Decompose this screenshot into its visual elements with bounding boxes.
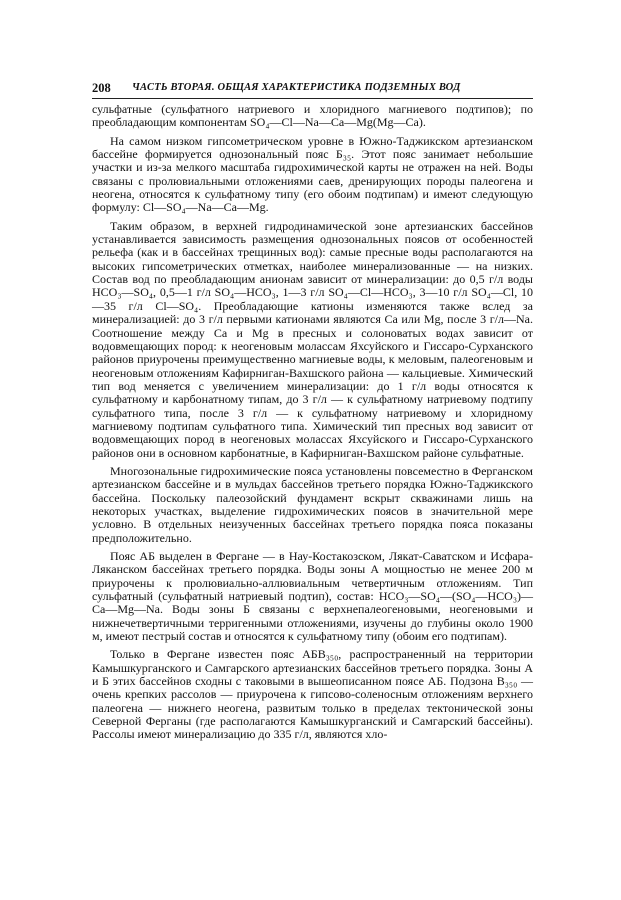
page-header [92,78,533,99]
paragraph-multizonal-belts: Многозональные гидрохимические пояса установлены повсеместно в Ферганском артезианском бассейне и в мульдах бассейнов третьего порядка Южно-Таджикского бассейна. Поскольку палеозойский фундамент вскрыт скважинами лишь на некоторых участках, выделение гидрохимических поясов в значительной мере условно. В отдельных неизученных бассейнах третьего порядка пояса показаны предположительно. [92,463,533,545]
paragraph-summary: Таким образом, в верхней гидродинамической зоне артезианских бассейнов устанавливается зависимость размещения однозональных поясов от особенностей рельефа (как и в бассейнах трещинных вод): самые пресные воды располагаются на высоких гипсометрических отметках, наиболее минерализованные — на низких. Состав вод по преобладающим анионам зависит от минерализации: до 0,5 г/л воды HCO₃—SO₄, 0,5—1 г/л SO₄—HCO₃, 1—3 г/л SO₄—Cl—HCO₃, 3—10 г/л SO₄—Cl, 10—35 г/л Cl—SO₄. Преобладающие катионы изменяются также вслед за минерализацией: до 3 г/л первыми катионами являются Ca или Mg, после 3 г/л—Na. Соотношение между Ca и Mg в пресных и солоноватых водах зависит от водовмещающих пород: к неогеновым молассам Яхсуйского и Гиссаро-Сурханского районов приурочены преимущественно магниевые воды, к меловым, палеогеновым и неогеновым отложениям Кафирниган-Вахшского района — кальциевые. Химический тип вод меняется с увеличением минерализации: до 1 г/л воды относятся к сульфатному и карбонатному типам, до 3 г/л — к сульфатному натриевому подтипу сульфатного типа, после 3 г/л — к сульфатному натриевому и хлоридному магниевому подтипам сульфатного типа. Химический тип пресных вод зависит от водовмещающих пород в неогеновых молассах Яхсуйского и Гиссаро-Сурханского районов они в основном карбонатные, в Кафирниган-Вахшском районе сульфатные. [92,218,533,460]
paragraph-belt-ab: Пояс АБ выделен в Фергане — в Нау-Костакозском, Лякат-Саватском и Исфара-Ляканском бассейнах третьего порядка. Воды зоны А мощностью не менее 200 м приурочены к пролювиально-аллювиальным четвертичным отложениям. Тип сульфатный (сульфатный натриевый подтип), состав: HCO₃—SO₄—(SO₄—HCO₃)—Ca—Mg—Na. Воды зоны Б связаны с верхнепалеогеновыми, неогеновыми и нижнечетвертичными терригенными отложениями, изучены до глубины около 1900 м, имеют пестрый состав и относятся к сульфатному типу (обоим его подтипам). [92,549,533,644]
running-title: ЧАСТЬ ВТОРАЯ. ОБЩАЯ ХАРАКТЕРИСТИКА ПОДЗЕМНЫХ ВОД [132,82,461,93]
paragraph-continuation: сульфатные (сульфатного натриевого и хлоридного магниевого подтипов); по преобладающим компонентам SO₄—Cl—Na—Ca—Mg(Mg—Ca). [92,102,533,130]
page-number: 208 [92,81,111,95]
body-text [92,103,533,742]
paragraph-south-tajik-belt: На самом низком гипсометрическом уровне в Южно-Таджикском артезианском бассейне формируется однозональный пояс Б₃₅. Этот пояс занимает небольшие участки и из-за мелкого масштаба гидрохимической карты не отражен на ней. Воды связаны с пролювиальными отложениями саев, дренирующих породы палеогена и неогена, относятся к сульфатному типу (его обоим подтипам) и имеют следующую формулу: Cl—SO₄—Na—Ca—Mg. [92,133,533,215]
paragraph-belt-abv: Только в Фергане известен пояс АБВ₃₅₀, распространенный на территории Камышкурганского и Самгарского артезианских бассейнов третьего порядка. Зоны А и Б этих бассейнов сходны с таковыми в вышеописанном поясе АБ. Подзона В₃₅₀ — очень крепких рассолов — приурочена к гипсово-соленосным отложениям верхнего палеогена — нижнего неогена, развитым только в пределах тектонической зоны Северной Ферганы (где располагаются Камышкурганский и Самгарский бассейны). Рассолы имеют минерализацию до 335 г/л, являются хло- [92,647,533,742]
